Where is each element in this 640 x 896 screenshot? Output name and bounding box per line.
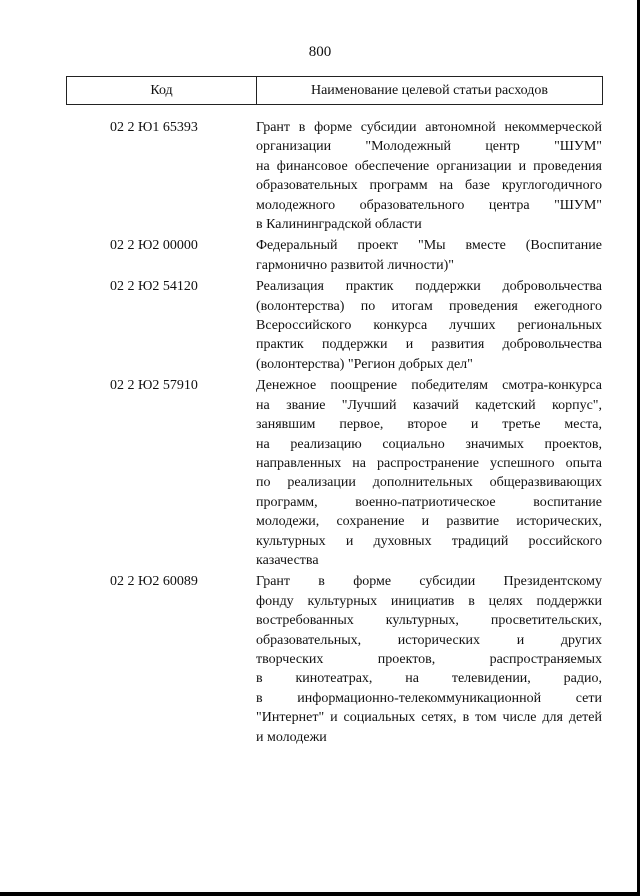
description-line: Грант в форме субсидии автономной некоммерческой — [256, 120, 602, 135]
description-line: в Калининградской области — [256, 217, 422, 233]
description-line: Реализация практик поддержки добровольчества — [256, 279, 602, 295]
description-line: Всероссийского конкурса лучших региональных — [256, 318, 602, 334]
description-line: занявшим первое, второе и третье места, — [256, 417, 602, 433]
description-line: и молодежи — [256, 729, 327, 745]
row-description — [256, 376, 602, 570]
header-name: Наименование целевой статьи расходов — [310, 83, 549, 98]
description-line: Федеральный проект "Мы вместе (Воспитание — [256, 238, 602, 254]
description-line: фонду культурных инициатив в целях поддержки — [256, 593, 602, 609]
description-line: программ, военно-патриотическое воспитание — [256, 494, 602, 510]
description-line: на реализацию социально значимых проектов, — [256, 436, 602, 452]
table-header — [66, 76, 603, 105]
table-row — [66, 236, 606, 275]
row-code: 02 2 Ю2 60089 — [110, 574, 198, 590]
description-line: молодежного образовательного центра "ШУМ" — [256, 197, 602, 213]
description-line: востребованных культурных, просветительских, — [256, 613, 602, 629]
description-line: направленных на распространение успешного опыта — [256, 455, 602, 471]
description-line: практик поддержки и развития добровольчества — [256, 337, 602, 353]
description-line: "Интернет" и социальных сетях, в том числе для детей — [256, 710, 602, 726]
description-line: образовательных программ на базе круглогодичного — [256, 178, 602, 194]
row-description — [256, 572, 602, 747]
description-line: (волонтерства) "Регион добрых дел" — [256, 356, 473, 372]
table-body — [66, 118, 606, 747]
row-description — [256, 118, 602, 234]
table-row — [66, 118, 606, 234]
description-line: культурных и духовных традиций российского — [256, 533, 602, 549]
row-code: 02 2 Ю2 54120 — [110, 279, 198, 295]
description-line: образовательных, исторических и других — [256, 632, 602, 648]
description-line: по реализации дополнительных общеразвивающих — [256, 475, 602, 491]
table-row — [66, 572, 606, 747]
description-line: организации "Молодежный центр "ШУМ" — [256, 139, 602, 155]
row-description — [256, 277, 602, 374]
description-line: (волонтерства) по итогам проведения ежегодного — [256, 298, 602, 314]
description-line: в информационно-телекоммуникационной сети — [256, 690, 602, 706]
description-line: молодежи, сохранение и развитие исторических, — [256, 514, 602, 530]
row-description — [256, 236, 602, 275]
description-line: творческих проектов, распространяемых — [256, 651, 602, 667]
row-code: 02 2 Ю2 57910 — [110, 378, 198, 394]
row-code: 02 2 Ю1 65393 — [110, 120, 198, 135]
description-line: на финансовое обеспечение организации и проведения — [256, 158, 602, 174]
scan-border-bottom — [0, 892, 640, 896]
description-line: гармонично развитой личности)" — [256, 257, 454, 273]
table-row — [66, 376, 606, 570]
table-row — [66, 277, 606, 374]
description-line: казачества — [256, 552, 319, 568]
description-line: на звание "Лучший казачий кадетский корпус", — [256, 397, 602, 413]
row-code: 02 2 Ю2 00000 — [110, 238, 198, 254]
description-line: в кинотеатрах, на телевидении, радио, — [256, 671, 602, 687]
description-line: Денежное поощрение победителям смотра-конкурса — [256, 378, 602, 394]
page-number: 800 — [308, 44, 332, 60]
header-code: Код — [67, 77, 257, 104]
description-line: Грант в форме субсидии Президентскому — [256, 574, 602, 590]
